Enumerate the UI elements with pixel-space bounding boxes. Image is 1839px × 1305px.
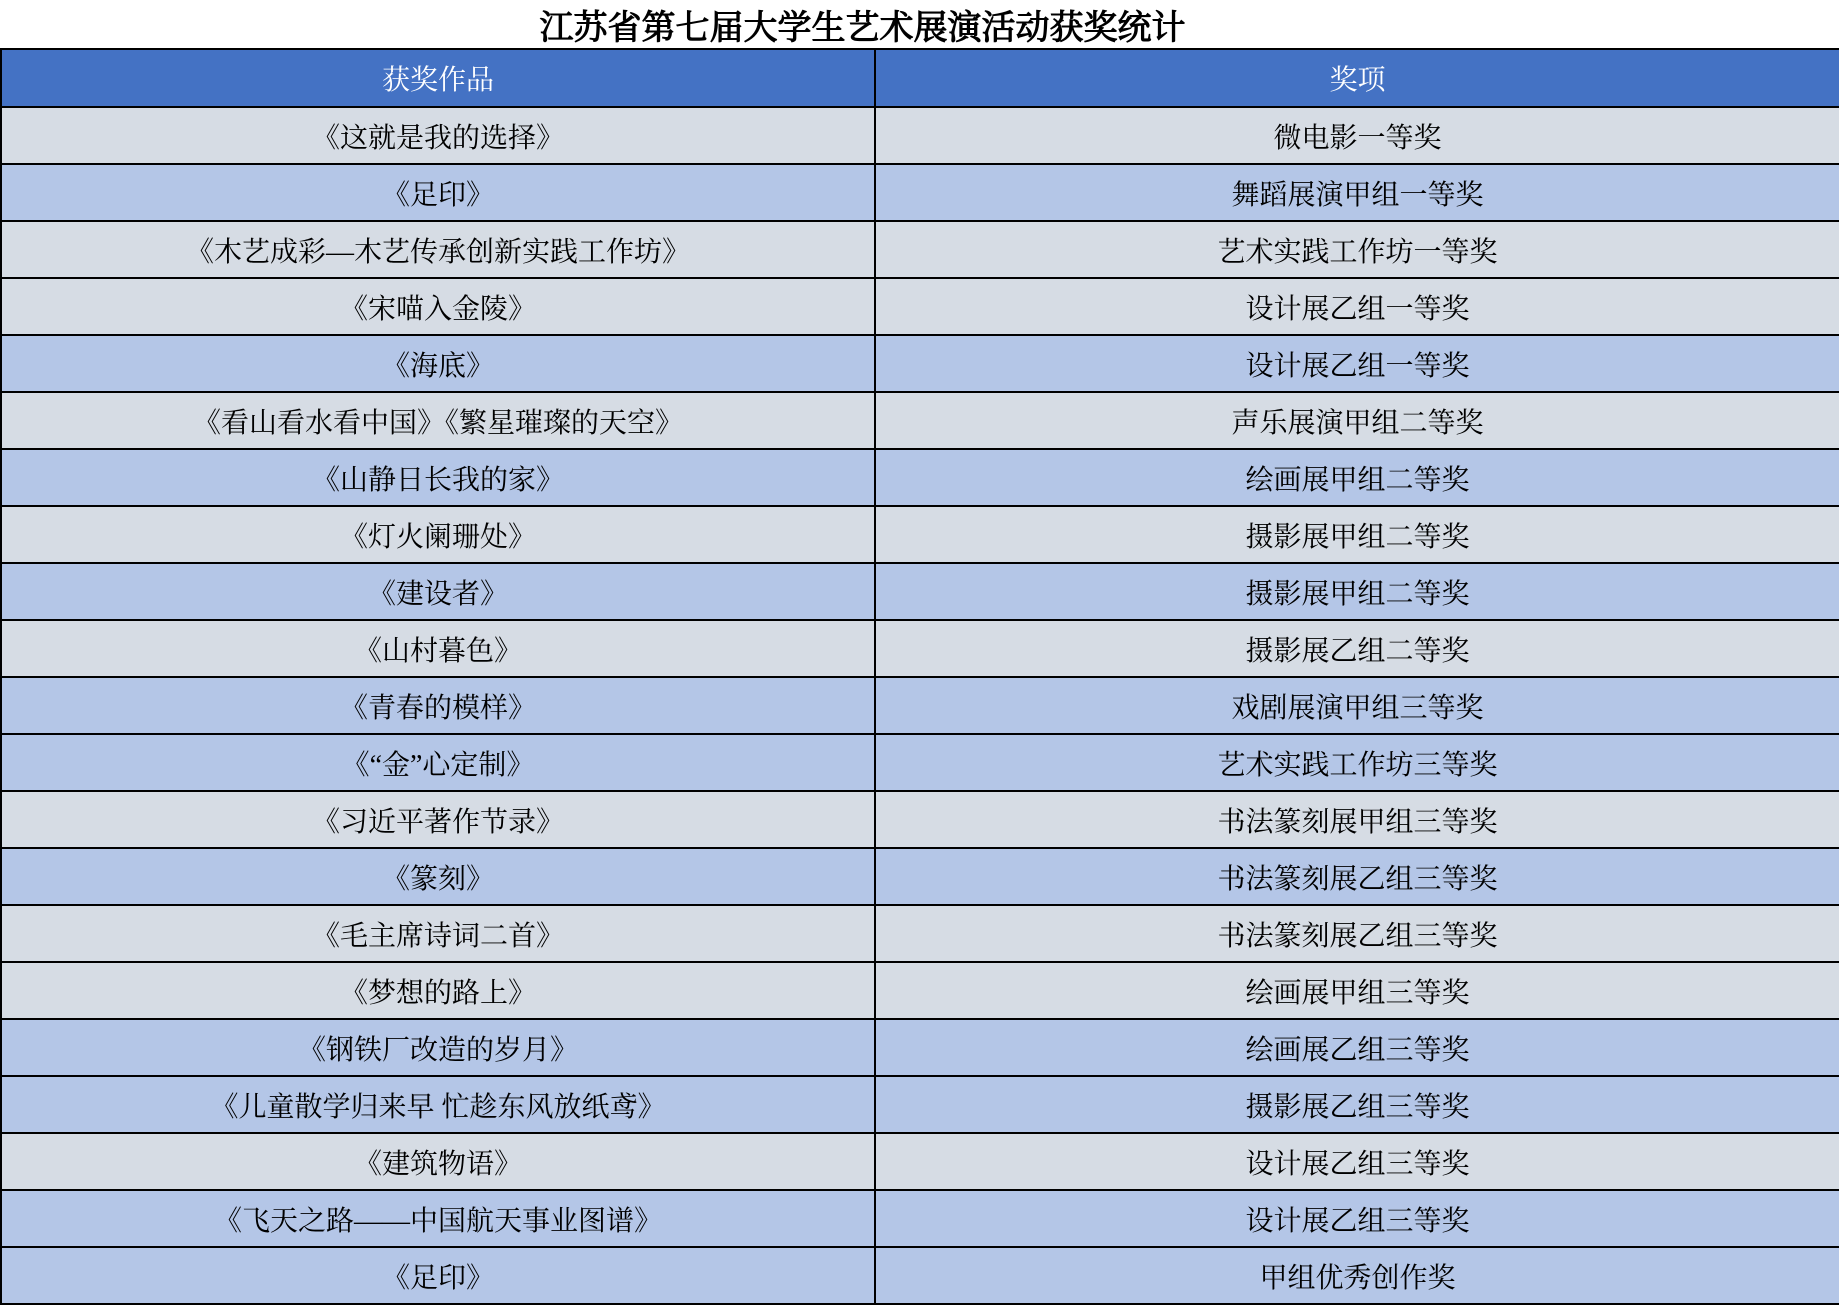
table-row bbox=[1, 791, 1839, 848]
award-cell: 戏剧展演甲组三等奖 bbox=[875, 677, 1839, 734]
award-cell: 设计展乙组三等奖 bbox=[875, 1190, 1839, 1247]
table-row bbox=[1, 905, 1839, 962]
table-row bbox=[1, 107, 1839, 164]
work-cell: 《这就是我的选择》 bbox=[1, 107, 875, 164]
award-cell: 书法篆刻展甲组三等奖 bbox=[875, 791, 1839, 848]
table-row bbox=[1, 221, 1839, 278]
column-header-works: 获奖作品 bbox=[1, 49, 875, 107]
award-cell: 绘画展乙组三等奖 bbox=[875, 1019, 1839, 1076]
award-cell: 舞蹈展演甲组一等奖 bbox=[875, 164, 1839, 221]
award-cell: 设计展乙组一等奖 bbox=[875, 278, 1839, 335]
table-row bbox=[1, 164, 1839, 221]
award-cell: 摄影展甲组二等奖 bbox=[875, 563, 1839, 620]
award-cell: 摄影展甲组二等奖 bbox=[875, 506, 1839, 563]
work-cell: 《梦想的路上》 bbox=[1, 962, 875, 1019]
work-cell: 《飞天之路——中国航天事业图谱》 bbox=[1, 1190, 875, 1247]
page-title: 江苏省第七届大学生艺术展演活动获奖统计 bbox=[539, 9, 1186, 47]
work-cell: 《足印》 bbox=[1, 1247, 875, 1304]
award-cell: 艺术实践工作坊一等奖 bbox=[875, 221, 1839, 278]
work-cell: 《山静日长我的家》 bbox=[1, 449, 875, 506]
work-cell: 《篆刻》 bbox=[1, 848, 875, 905]
award-cell: 摄影展乙组三等奖 bbox=[875, 1076, 1839, 1133]
table-row bbox=[1, 1076, 1839, 1133]
table-header-row bbox=[1, 49, 1839, 107]
table-row bbox=[1, 563, 1839, 620]
award-cell: 设计展乙组三等奖 bbox=[875, 1133, 1839, 1190]
work-cell: 《山村暮色》 bbox=[1, 620, 875, 677]
page-title-bar bbox=[0, 0, 1839, 48]
work-cell: 《足印》 bbox=[1, 164, 875, 221]
award-cell: 声乐展演甲组二等奖 bbox=[875, 392, 1839, 449]
work-cell: 《灯火阑珊处》 bbox=[1, 506, 875, 563]
work-cell: 《毛主席诗词二首》 bbox=[1, 905, 875, 962]
table-row bbox=[1, 335, 1839, 392]
work-cell: 《儿童散学归来早 忙趁东风放纸鸢》 bbox=[1, 1076, 875, 1133]
award-cell: 书法篆刻展乙组三等奖 bbox=[875, 848, 1839, 905]
work-cell: 《建设者》 bbox=[1, 563, 875, 620]
work-cell: 《建筑物语》 bbox=[1, 1133, 875, 1190]
table-row bbox=[1, 734, 1839, 791]
award-cell: 设计展乙组一等奖 bbox=[875, 335, 1839, 392]
work-cell: 《“金”心定制》 bbox=[1, 734, 875, 791]
table-row bbox=[1, 449, 1839, 506]
award-cell: 甲组优秀创作奖 bbox=[875, 1247, 1839, 1304]
work-cell: 《海底》 bbox=[1, 335, 875, 392]
work-cell: 《习近平著作节录》 bbox=[1, 791, 875, 848]
work-cell: 《宋喵入金陵》 bbox=[1, 278, 875, 335]
column-header-award: 奖项 bbox=[875, 49, 1839, 107]
award-cell: 书法篆刻展乙组三等奖 bbox=[875, 905, 1839, 962]
table-row bbox=[1, 677, 1839, 734]
table-row bbox=[1, 278, 1839, 335]
table-row bbox=[1, 848, 1839, 905]
work-cell: 《钢铁厂改造的岁月》 bbox=[1, 1019, 875, 1076]
table-row bbox=[1, 392, 1839, 449]
table-body bbox=[1, 107, 1839, 1304]
work-cell: 《木艺成彩—木艺传承创新实践工作坊》 bbox=[1, 221, 875, 278]
table-row bbox=[1, 1133, 1839, 1190]
table-row bbox=[1, 962, 1839, 1019]
table-row bbox=[1, 1190, 1839, 1247]
awards-table bbox=[0, 48, 1839, 1305]
award-cell: 艺术实践工作坊三等奖 bbox=[875, 734, 1839, 791]
table-row bbox=[1, 506, 1839, 563]
table-row bbox=[1, 620, 1839, 677]
work-cell: 《看山看水看中国》《繁星璀璨的天空》 bbox=[1, 392, 875, 449]
award-cell: 绘画展甲组三等奖 bbox=[875, 962, 1839, 1019]
award-cell: 微电影一等奖 bbox=[875, 107, 1839, 164]
work-cell: 《青春的模样》 bbox=[1, 677, 875, 734]
award-cell: 摄影展乙组二等奖 bbox=[875, 620, 1839, 677]
table-row bbox=[1, 1019, 1839, 1076]
table-row bbox=[1, 1247, 1839, 1304]
award-cell: 绘画展甲组二等奖 bbox=[875, 449, 1839, 506]
